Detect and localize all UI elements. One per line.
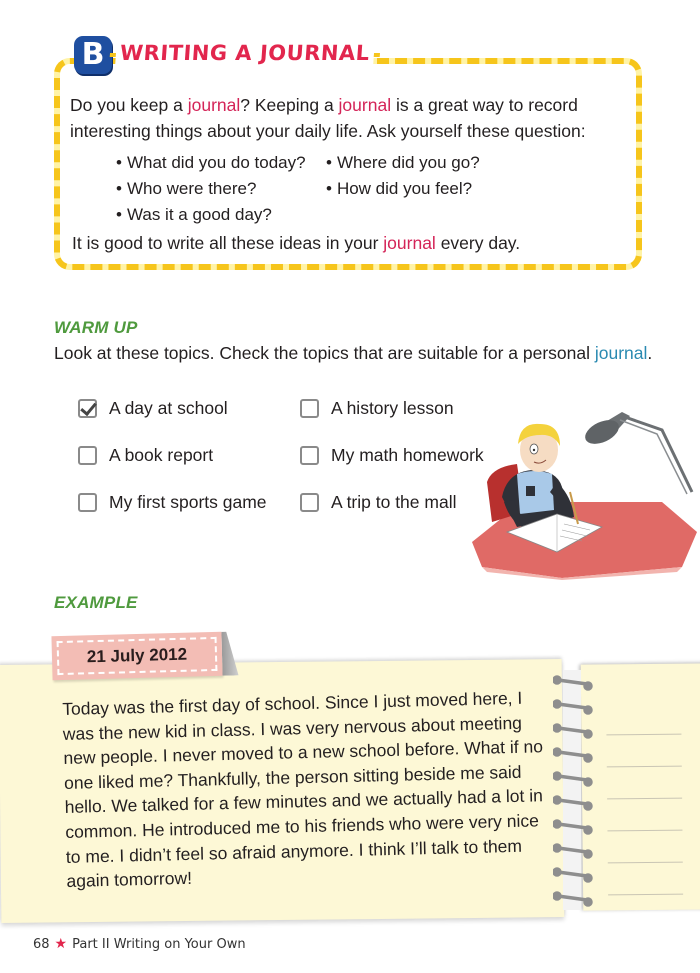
question-item: • Was it a good day? [116, 202, 352, 228]
keyword-journal: journal [187, 95, 241, 115]
page-number: 68 [33, 936, 50, 952]
topic-my-math-homework[interactable] [300, 443, 484, 467]
intro-text: Do you keep a [70, 95, 188, 115]
checkbox[interactable] [300, 399, 319, 418]
topic-a-history-lesson[interactable] [300, 396, 454, 420]
notebook-spiral-binding [553, 670, 593, 910]
intro-text: is a great way to record interesting things about your daily life. Ask yourself these question: [70, 95, 586, 141]
warm-up-heading: WARM UP [54, 318, 138, 337]
topic-label: A trip to the mall [331, 491, 457, 512]
checkbox[interactable] [78, 493, 97, 512]
intro-text: ? Keeping a [240, 95, 339, 115]
question-item: • What did you do today? [116, 150, 326, 176]
example-heading: EXAMPLE [54, 593, 138, 612]
question-item: • How did you feel? [326, 176, 536, 202]
checkbox[interactable] [300, 446, 319, 465]
checkbox-checked[interactable] [78, 399, 97, 418]
topic-a-trip-to-the-mall[interactable] [300, 490, 456, 514]
boy-writing-illustration [462, 402, 700, 580]
closing-text: every day. [435, 233, 521, 253]
ruled-line [606, 734, 681, 736]
star-icon: ★ [54, 936, 68, 952]
intro-paragraph [70, 92, 640, 144]
section-title: WRITING A JOURNAL [115, 41, 374, 65]
topic-label: A day at school [109, 397, 228, 418]
ruled-line [607, 798, 682, 800]
topic-my-first-sports-game[interactable] [78, 490, 267, 514]
section-letter-badge: B [74, 36, 112, 74]
checkbox[interactable] [300, 493, 319, 512]
question-item: • Who were there? [116, 176, 326, 202]
instruction-text: Look at these topics. Check the topics that are suitable for a personal [54, 343, 595, 363]
closing-sentence [72, 230, 520, 256]
ruled-line [607, 830, 682, 832]
topic-label: My first sports game [109, 491, 267, 512]
checkbox[interactable] [78, 446, 97, 465]
question-item: • Where did you go? [326, 150, 536, 176]
ruled-line [608, 894, 683, 896]
instruction-text: . [647, 343, 653, 363]
keyword-journal: journal [338, 95, 392, 115]
keyword-journal: journal [594, 343, 648, 363]
question-list [116, 150, 536, 228]
topic-label: A history lesson [331, 397, 454, 418]
keyword-journal: journal [383, 233, 436, 253]
topic-label: My math homework [331, 444, 484, 465]
topic-a-day-at-school[interactable] [78, 396, 228, 420]
ruled-line [608, 862, 683, 864]
notebook-right-page [581, 663, 700, 910]
page-footer [33, 936, 246, 952]
journal-date: 21 July 2012 [57, 637, 218, 675]
journal-entry-text: Today was the first day of school. Since I just moved here, I was the new kid in class. I was very nervous about meeting new people. I never moved to a new school before. What if no one liked me? Thankfully, the person sitting beside me said hello. We talked for a few minutes and we actually had a lot in common. He introduced me to his friends who were very nice to me. I didn’t feel so afraid anymore. I think I’ll talk to them again tomorrow! [62, 687, 544, 892]
ruled-line [607, 766, 682, 768]
closing-text: It is good to write all these ideas in your [72, 233, 384, 253]
topic-a-book-report[interactable] [78, 443, 213, 467]
topic-label: A book report [109, 444, 214, 465]
date-tag [51, 632, 222, 680]
part-title: Part II Writing on Your Own [72, 936, 246, 952]
warm-up-instruction [54, 341, 654, 366]
